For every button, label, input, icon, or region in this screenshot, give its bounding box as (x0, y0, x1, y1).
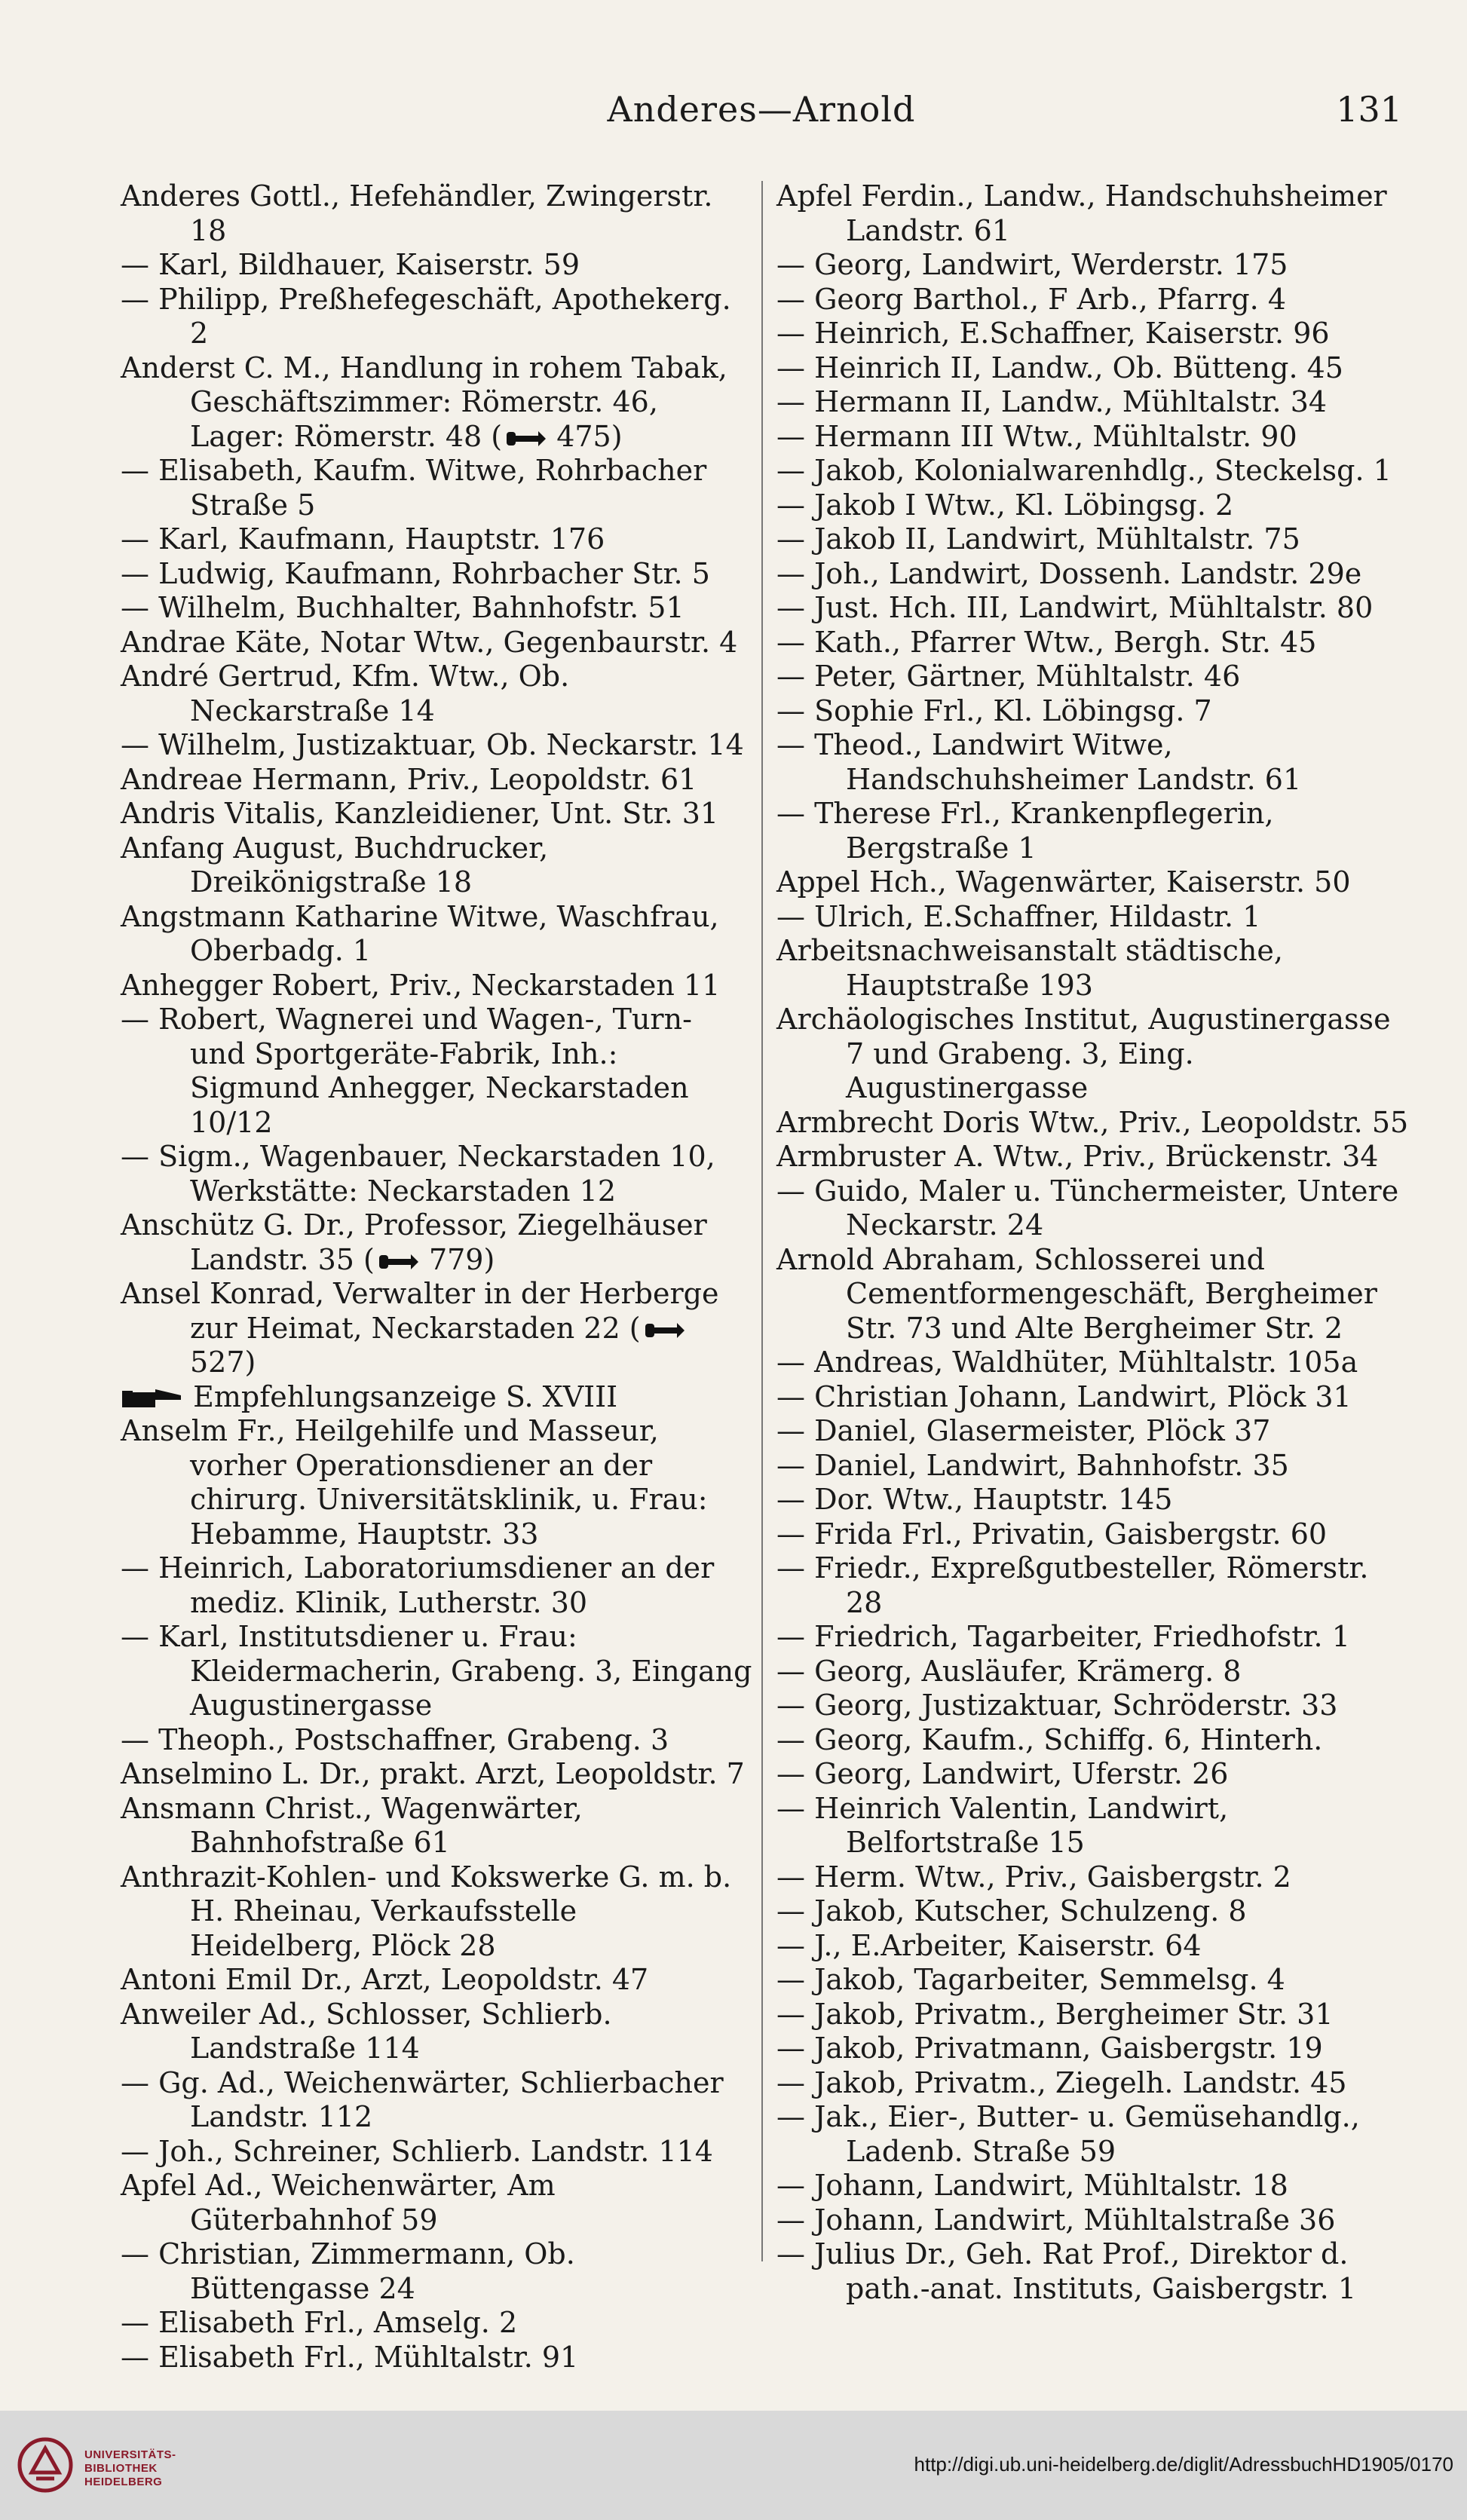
entry-text: — Karl, Institutsdiener u. Frau: Kleidermacherin, Grabeng. 3, Eingang Augustinergasse (121, 1620, 752, 1722)
directory-entry (776, 317, 1410, 351)
entry-text: Empfehlungsanzeige S. XVIII (193, 1379, 618, 1413)
library-name-line3: HEIDELBERG (84, 2476, 163, 2488)
directory-entry (121, 2306, 754, 2341)
entry-text: — Jakob, Privatm., Ziegelh. Landstr. 45 (776, 2065, 1347, 2099)
directory-entry (776, 865, 1410, 900)
directory-entry (121, 797, 754, 831)
directory-entry (121, 1414, 754, 1551)
entry-text: — Just. Hch. III, Landwirt, Mühltalstr. 80 (776, 591, 1374, 624)
entry-text: — Hermann III Wtw., Mühltalstr. 90 (776, 419, 1297, 453)
directory-entry (776, 934, 1410, 1003)
directory-entry (121, 591, 754, 626)
directory-entry (776, 591, 1410, 626)
entry-text: Anweiler Ad., Schlosser, Schlierb. Landstraße 114 (121, 1997, 612, 2065)
directory-entry (776, 1620, 1410, 1655)
entry-text: Arnold Abraham, Schlosserei und Cementformengeschäft, Bergheimer Str. 73 und Alte Bergheimer Str. 2 (776, 1242, 1377, 1345)
entry-text: — Peter, Gärtner, Mühltalstr. 46 (776, 660, 1241, 693)
entry-text: — Joh., Schreiner, Schlierb. Landstr. 114 (121, 2134, 713, 2168)
entry-text: — Jakob, Privatm., Bergheimer Str. 31 (776, 1997, 1334, 2031)
library-name-line1: UNIVERSITÄTS- (84, 2448, 176, 2461)
directory-entry (776, 1449, 1410, 1484)
entry-text: Andris Vitalis, Kanzleidiener, Unt. Str. 31 (121, 797, 719, 830)
library-name-line2: BIBLIOTHEK (84, 2462, 158, 2475)
directory-entry (776, 797, 1410, 865)
directory-entry (776, 1860, 1410, 1895)
entry-text: — Sigm., Wagenbauer, Neckarstaden 10, Werkstätte: Neckarstaden 12 (121, 1140, 715, 1208)
entry-text: Anselm Fr., Heilgehilfe und Masseur, vorher Operationsdiener an der chirurg. Universitätsklinik, u. Frau: Hebamme, Hauptstr. 33 (121, 1414, 708, 1551)
entry-text: — Karl, Kaufmann, Hauptstr. 176 (121, 522, 605, 556)
entry-text: — Daniel, Glasermeister, Plöck 37 (776, 1414, 1271, 1447)
entry-text: — Ludwig, Kaufmann, Rohrbacher Str. 5 (121, 556, 710, 590)
entry-text: — Joh., Landwirt, Dossenh. Landstr. 29e (776, 556, 1362, 590)
entry-text: — Jakob, Tagarbeiter, Semmelsg. 4 (776, 1963, 1285, 1996)
directory-entry (776, 179, 1410, 248)
entry-text: — Therese Frl., Krankenpflegerin, Bergstraße 1 (776, 797, 1274, 865)
telephone-icon (641, 1319, 686, 1342)
entry-text: — J., E.Arbeiter, Kaiserstr. 64 (776, 1928, 1202, 1962)
directory-entry (776, 385, 1410, 420)
directory-entry (776, 728, 1410, 797)
entry-text: — Heinrich II, Landw., Ob. Bütteng. 45 (776, 351, 1343, 384)
library-logo[interactable] (15, 2435, 204, 2495)
directory-entry (776, 454, 1410, 488)
directory-entry (776, 522, 1410, 557)
entry-text: Anthrazit-Kohlen- und Kokswerke G. m. b. H. Rheinau, Verkaufsstelle Heidelberg, Plöck 28 (121, 1860, 732, 1962)
entry-text: André Gertrud, Kfm. Wtw., Ob. Neckarstraße 14 (121, 660, 570, 727)
directory-entry (776, 1929, 1410, 1964)
entry-text: — Georg Barthol., F Arb., Pfarrg. 4 (776, 282, 1287, 316)
telephone-icon (375, 1251, 420, 1273)
directory-entry (121, 1140, 754, 1208)
entry-text: — Theoph., Postschaffner, Grabeng. 3 (121, 1722, 669, 1756)
directory-entry (121, 1208, 754, 1277)
directory-entry (776, 1517, 1410, 1552)
entry-text: Apfel Ad., Weichenwärter, Am Güterbahnhof 59 (121, 2169, 556, 2237)
entry-text: Anderst C. M., Handlung in rohem Tabak, Geschäftszimmer: Römerstr. 46, Lager: Römerstr. 48 ( (121, 351, 727, 453)
directory-entry (776, 1174, 1410, 1243)
entry-text: — Jakob, Kutscher, Schulzeng. 8 (776, 1894, 1247, 1928)
directory-entry (121, 1757, 754, 1792)
directory-entry (776, 626, 1410, 660)
left-column (121, 179, 754, 2375)
directory-entry (776, 2203, 1410, 2238)
directory-entry (121, 1963, 754, 1998)
telephone-icon (502, 427, 547, 450)
library-name (84, 2448, 176, 2489)
directory-entry (776, 1003, 1410, 1106)
directory-entry (121, 179, 754, 248)
entry-text: — Wilhelm, Justizaktuar, Ob. Neckarstr. 14 (121, 728, 744, 761)
directory-entry (121, 1620, 754, 1723)
entry-text: — Georg, Justizaktuar, Schröderstr. 33 (776, 1689, 1338, 1722)
entry-text: Armbrecht Doris Wtw., Priv., Leopoldstr. 55 (776, 1105, 1409, 1139)
directory-entry (121, 1792, 754, 1860)
directory-entry (121, 351, 754, 455)
directory-entry (121, 1277, 754, 1380)
entry-text: — Gg. Ad., Weichenwärter, Schlierbacher Landstr. 112 (121, 2065, 724, 2133)
directory-entry (121, 1723, 754, 1758)
directory-entry (121, 522, 754, 557)
phone-number: 527) (190, 1346, 256, 1379)
university-seal-icon (15, 2435, 75, 2495)
entry-text: — Georg, Kaufm., Schiffg. 6, Hinterh. (776, 1722, 1323, 1756)
entry-text: — Robert, Wagnerei und Wagen-, Turn- und Sportgeräte-Fabrik, Inh.: Sigmund Anhegger, Neckarstaden 10/12 (121, 1003, 692, 1139)
directory-entry (776, 1894, 1410, 1929)
directory-entry (776, 2169, 1410, 2203)
directory-entry (776, 1792, 1410, 1860)
entry-text: Anfang August, Buchdrucker, Dreikönigstraße 18 (121, 831, 549, 899)
directory-entry (121, 2169, 754, 2237)
entry-text: — Philipp, Preßhefegeschäft, Apothekerg. 2 (121, 282, 731, 350)
directory-entry (776, 1106, 1410, 1141)
entry-text: Anderes Gottl., Hefehändler, Zwingerstr. 18 (121, 179, 713, 247)
entry-text: — Sophie Frl., Kl. Löbingsg. 7 (776, 694, 1212, 727)
directory-entry (121, 283, 754, 351)
directory-entry (121, 1551, 754, 1620)
directory-entry (776, 1243, 1410, 1346)
directory-entry (121, 454, 754, 522)
entry-text: — Herm. Wtw., Priv., Gaisbergstr. 2 (776, 1860, 1291, 1894)
directory-entry (121, 831, 754, 900)
directory-entry (776, 1998, 1410, 2032)
entry-text: Apfel Ferdin., Landw., Handschuhsheimer Landstr. 61 (776, 179, 1387, 247)
directory-entry (776, 1551, 1410, 1620)
entry-text: Appel Hch., Wagenwärter, Kaiserstr. 50 (776, 865, 1351, 899)
entry-text: — Jakob, Privatmann, Gaisbergstr. 19 (776, 2032, 1323, 2065)
entry-text: Anschütz G. Dr., Professor, Ziegelhäuser Landstr. 35 ( (121, 1208, 707, 1276)
page-number: 131 (1336, 89, 1402, 130)
right-column (776, 179, 1410, 2306)
entry-text: — Frida Frl., Privatin, Gaisbergstr. 60 (776, 1517, 1328, 1551)
entry-text: — Daniel, Landwirt, Bahnhofstr. 35 (776, 1448, 1289, 1482)
directory-entry (121, 1860, 754, 1964)
source-url-link[interactable]: http://digi.ub.uni-heidelberg.de/diglit/AdressbuchHD1905/0170 (914, 2453, 1453, 2476)
directory-entry (776, 488, 1410, 523)
directory-entry (776, 283, 1410, 317)
entry-text: — Jakob I Wtw., Kl. Löbingsg. 2 (776, 488, 1234, 522)
entry-text: Andrae Käte, Notar Wtw., Gegenbaurstr. 4 (121, 625, 738, 659)
directory-entry (121, 557, 754, 592)
entry-text: — Jakob II, Landwirt, Mühltalstr. 75 (776, 522, 1300, 556)
directory-entry (776, 351, 1410, 386)
directory-entry (121, 728, 754, 763)
entry-text: — Heinrich, E.Schaffner, Kaiserstr. 96 (776, 317, 1330, 350)
entry-text: — Heinrich, Laboratoriumsdiener an der mediz. Klinik, Lutherstr. 30 (121, 1551, 715, 1619)
entry-text: — Heinrich Valentin, Landwirt, Belfortstraße 15 (776, 1791, 1229, 1859)
directory-entry (776, 1963, 1410, 1998)
directory-entry (776, 248, 1410, 283)
directory-entry (121, 969, 754, 1003)
phone-number: 779) (419, 1242, 495, 1276)
directory-entry (121, 2066, 754, 2135)
entry-text: — Hermann II, Landw., Mühltalstr. 34 (776, 385, 1328, 418)
entry-text: — Karl, Bildhauer, Kaiserstr. 59 (121, 248, 580, 281)
directory-entry (776, 420, 1410, 455)
directory-entry (121, 1998, 754, 2066)
entry-text: Armbruster A. Wtw., Priv., Brückenstr. 34 (776, 1140, 1379, 1173)
directory-entry (776, 1689, 1410, 1723)
entry-text: — Elisabeth Frl., Mühltalstr. 91 (121, 2340, 579, 2374)
directory-entry (121, 2135, 754, 2169)
entry-text: — Johann, Landwirt, Mühltalstr. 18 (776, 2169, 1288, 2202)
directory-entry (121, 2341, 754, 2375)
directory-entry (776, 1414, 1410, 1449)
entry-text: — Friedrich, Tagarbeiter, Friedhofstr. 1 (776, 1620, 1350, 1653)
entry-text: — Georg, Landwirt, Uferstr. 26 (776, 1757, 1229, 1790)
entry-text: — Georg, Landwirt, Werderstr. 175 (776, 248, 1288, 281)
directory-entry (121, 1380, 754, 1415)
running-head: Anderes—Arnold (607, 89, 916, 130)
phone-number: 475) (547, 419, 623, 453)
entry-text: — Jakob, Kolonialwarenhdlg., Steckelsg. 1 (776, 454, 1392, 487)
entry-text: Archäologisches Institut, Augustinergasse 7 und Grabeng. 3, Eing. Augustinergasse (776, 1003, 1391, 1104)
entry-text: — Elisabeth Frl., Amselg. 2 (121, 2306, 518, 2339)
footer-bar (0, 2411, 1467, 2520)
entry-text: Arbeitsnachweisanstalt städtische, Hauptstraße 193 (776, 934, 1283, 1002)
entry-text: — Friedr., Expreßgutbesteller, Römerstr. 28 (776, 1551, 1369, 1619)
directory-entry (121, 900, 754, 969)
directory-entry (121, 1003, 754, 1140)
directory-entry (776, 1380, 1410, 1415)
page-header (121, 89, 1402, 149)
entry-text: — Guido, Maler u. Tünchermeister, Untere Neckarstr. 24 (776, 1174, 1399, 1242)
entry-text: — Dor. Wtw., Hauptstr. 145 (776, 1483, 1173, 1516)
directory-entry (776, 1655, 1410, 1689)
directory-entry (776, 1346, 1410, 1380)
entry-text: — Christian Johann, Landwirt, Plöck 31 (776, 1379, 1352, 1413)
directory-entry (121, 626, 754, 660)
entry-text: — Elisabeth, Kaufm. Witwe, Rohrbacher Straße 5 (121, 454, 707, 522)
entry-text: — Andreas, Waldhüter, Mühltalstr. 105a (776, 1346, 1358, 1379)
entry-text: — Ulrich, E.Schaffner, Hildastr. 1 (776, 899, 1261, 933)
entry-text: Ansmann Christ., Wagenwärter, Bahnhofstraße 61 (121, 1791, 583, 1859)
directory-entry (121, 763, 754, 798)
directory-entry (776, 900, 1410, 935)
entry-text: — Johann, Landwirt, Mühltalstraße 36 (776, 2203, 1336, 2237)
entry-text: Antoni Emil Dr., Arzt, Leopoldstr. 47 (121, 1963, 649, 1996)
entry-text: — Christian, Zimmermann, Ob. Büttengasse 24 (121, 2237, 575, 2305)
entry-text: Angstmann Katharine Witwe, Waschfrau, Oberbadg. 1 (121, 899, 719, 967)
directory-entry (776, 2032, 1410, 2066)
directory-entry (121, 248, 754, 283)
entry-text: — Theod., Landwirt Witwe, Handschuhsheimer Landstr. 61 (776, 728, 1302, 796)
entry-text: — Wilhelm, Buchhalter, Bahnhofstr. 51 (121, 591, 684, 624)
entry-text: — Julius Dr., Geh. Rat Prof., Direktor d. path.-anat. Instituts, Gaisbergstr. 1 (776, 2237, 1357, 2305)
directory-entry (776, 1140, 1410, 1174)
directory-entry (776, 1757, 1410, 1792)
directory-entry (776, 660, 1410, 694)
directory-entry (121, 2237, 754, 2306)
directory-entry (776, 557, 1410, 592)
column-divider (761, 181, 763, 2261)
pointing-hand-icon (121, 1386, 184, 1412)
directory-entry (776, 2066, 1410, 2101)
directory-entry (776, 1723, 1410, 1758)
directory-entry (121, 660, 754, 728)
entry-text: — Georg, Ausläufer, Krämerg. 8 (776, 1654, 1242, 1688)
directory-entry (776, 2100, 1410, 2169)
entry-text: Ansel Konrad, Verwalter in der Herberge zur Heimat, Neckarstaden 22 ( (121, 1277, 719, 1345)
entry-text: Anselmino L. Dr., prakt. Arzt, Leopoldstr. 7 (121, 1757, 745, 1790)
entry-text: — Jak., Eier-, Butter- u. Gemüsehandlg., Ladenb. Straße 59 (776, 2100, 1360, 2168)
entry-text: — Kath., Pfarrer Wtw., Bergh. Str. 45 (776, 625, 1317, 659)
directory-entry (776, 1483, 1410, 1517)
directory-entry (776, 2237, 1410, 2306)
entry-text: Andreae Hermann, Priv., Leopoldstr. 61 (121, 762, 697, 796)
directory-entry (776, 694, 1410, 729)
entry-text: Anhegger Robert, Priv., Neckarstaden 11 (121, 968, 721, 1002)
